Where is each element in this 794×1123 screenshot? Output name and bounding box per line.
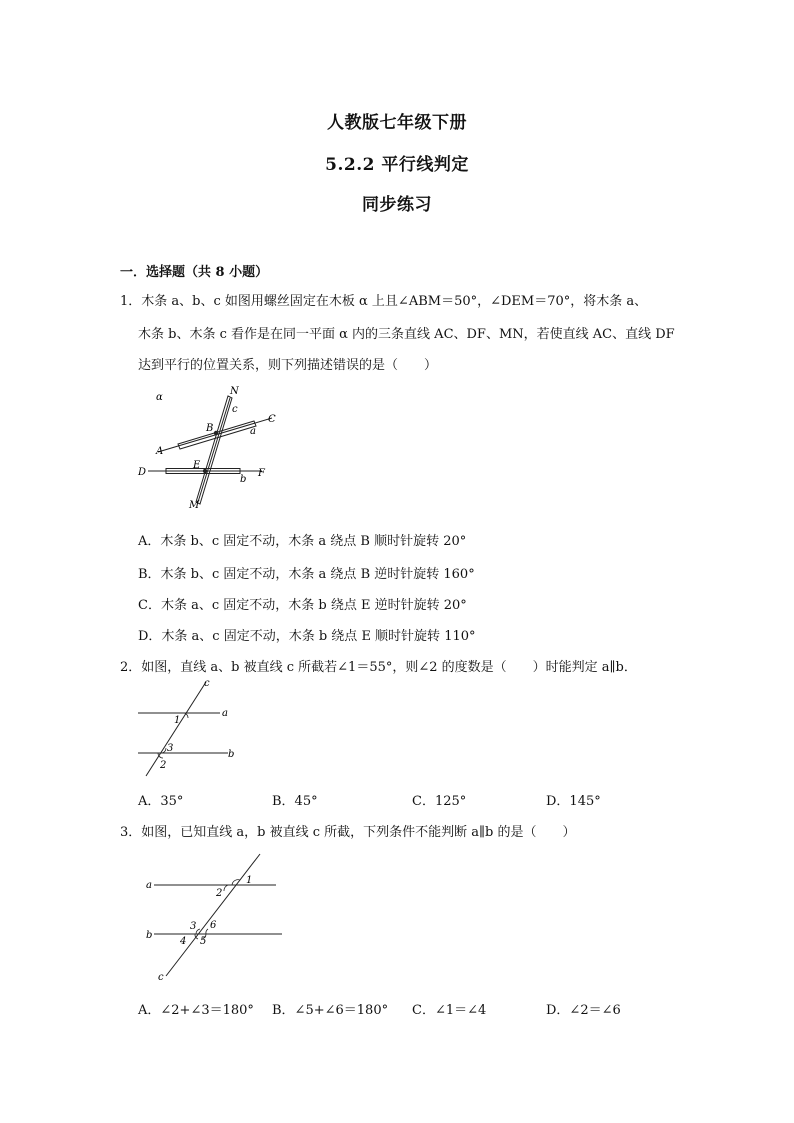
q3-option-c: C．∠1＝∠4	[412, 1003, 487, 1018]
q1-label-N: N	[230, 386, 239, 397]
q1-label-E: E	[193, 460, 201, 471]
q1-option-d: D．木条 a、c 固定不动，木条 b 绕点 E 顺时针旋转 110°	[138, 629, 476, 644]
q2-line-1: 2．如图，直线 a、b 被直线 c 所截若∠1＝55°，则∠2 的度数是（ ）时能判定 a∥b．	[120, 660, 637, 675]
q2-label-b: b	[228, 749, 235, 760]
q3-label-6: 6	[210, 920, 217, 931]
q3-line-1: 3．如图，已知直线 a，b 被直线 c 所截，下列条件不能判断 a∥b 的是（ ）	[120, 825, 576, 840]
title-lesson: 5.2.2 平行线判定	[325, 155, 469, 175]
q1-label-C: C	[268, 414, 276, 425]
q3-label-5: 5	[200, 936, 207, 947]
q1-option-c: C．木条 a、c 固定不动，木条 b 绕点 E 逆时针旋转 20°	[138, 598, 467, 613]
q3-label-b: b	[146, 930, 153, 941]
q2-label-c: c	[204, 678, 210, 689]
q3-option-a: A．∠2+∠3＝180°	[138, 1003, 254, 1018]
q1-label-alpha: α	[156, 392, 163, 403]
q1-label-a: a	[250, 426, 256, 437]
q1-line-2: 木条 b、木条 c 看作是在同一平面 α 内的三条直线 AC、DF、MN，若使直线 AC、直线 DF	[138, 327, 675, 342]
q2-label-3: 3	[167, 743, 174, 754]
q2-option-a: A．35°	[138, 794, 184, 809]
q1-label-D: D	[138, 467, 147, 478]
q2-label-2: 2	[160, 760, 167, 771]
q2-label-1: 1	[174, 715, 181, 726]
q3-option-d: D．∠2＝∠6	[546, 1003, 621, 1018]
q2-option-d: D．145°	[546, 794, 601, 809]
title-grade: 人教版七年级下册	[327, 113, 467, 133]
q3-option-b: B．∠5+∠6＝180°	[272, 1003, 389, 1018]
q1-label-M: M	[189, 500, 200, 511]
q2-label-a: a	[222, 708, 228, 719]
q3-label-a: a	[146, 880, 152, 891]
q3-label-2: 2	[216, 888, 223, 899]
q1-label-b: b	[240, 474, 247, 485]
section-heading: 一．选择题（共 8 小题）	[120, 265, 269, 280]
q1-label-F: F	[258, 468, 265, 479]
q1-label-A: A	[156, 446, 164, 457]
q1-label-B: B	[206, 423, 214, 434]
q1-line-3: 达到平行的位置关系，则下列描述错误的是（ ）	[138, 358, 438, 373]
title-practice: 同步练习	[362, 195, 432, 215]
q3-figure	[140, 850, 290, 986]
q1-line-1: 1．木条 a、b、c 如图用螺丝固定在木板 α 上且∠ABM＝50°，∠DEM＝70°，将木条 a、	[120, 294, 648, 309]
q1-label-c: c	[232, 404, 238, 415]
q3-label-3: 3	[190, 921, 197, 932]
q1-figure	[130, 382, 280, 512]
q3-label-4: 4	[180, 936, 187, 947]
q3-label-1: 1	[246, 875, 253, 886]
q2-option-c: C．125°	[412, 794, 467, 809]
q2-option-b: B．45°	[272, 794, 318, 809]
q1-option-a: A．木条 b、c 固定不动，木条 a 绕点 B 顺时针旋转 20°	[138, 534, 467, 549]
q1-option-b: B．木条 b、c 固定不动，木条 a 绕点 B 逆时针旋转 160°	[138, 567, 475, 582]
q3-label-c: c	[158, 972, 164, 983]
q2-figure	[134, 678, 244, 780]
